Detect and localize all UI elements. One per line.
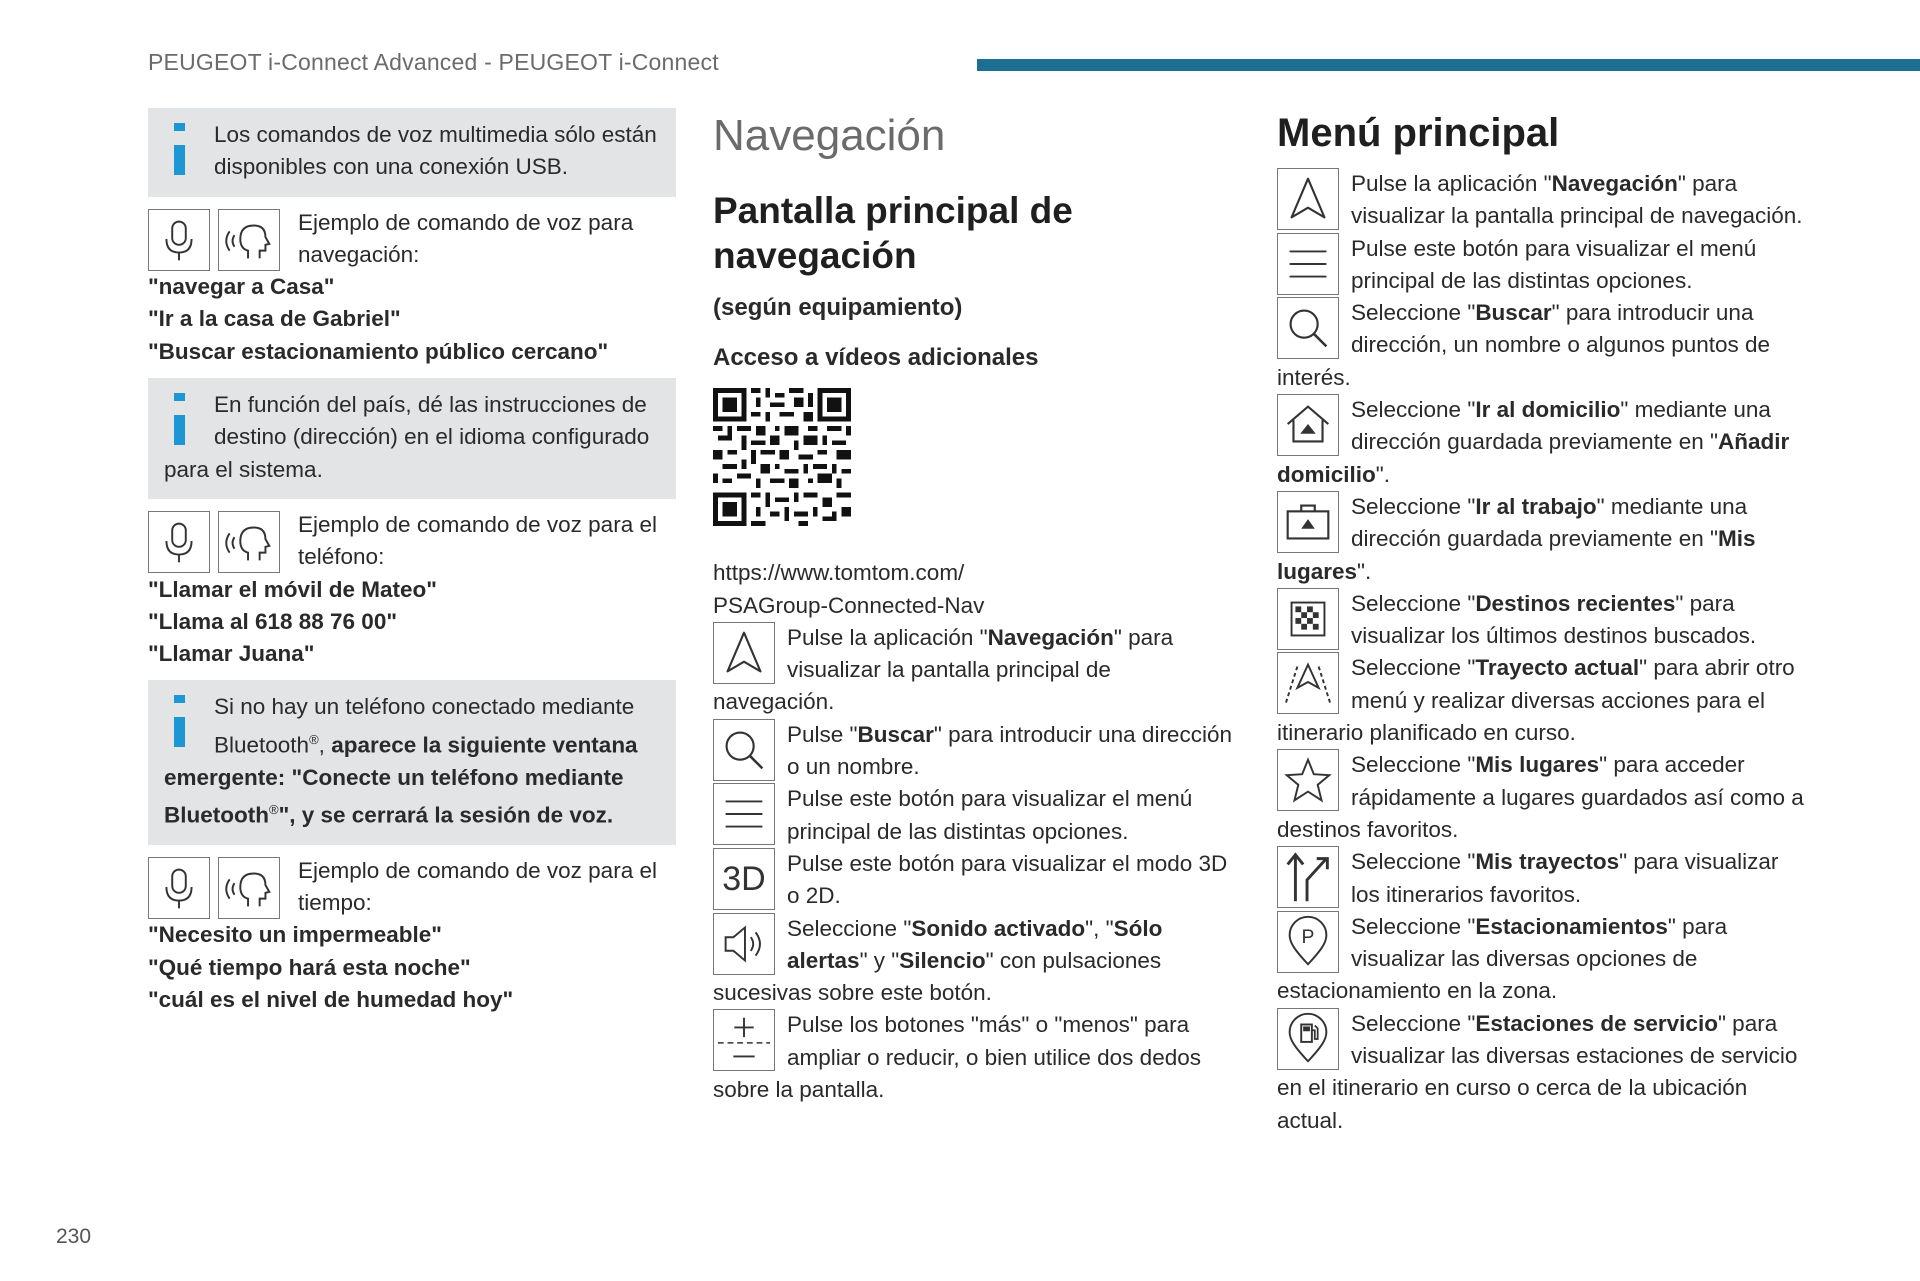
recent-destinations-icon <box>1277 588 1339 650</box>
voice-command: "Llama al 618 88 76 00" <box>148 608 398 634</box>
voice-command: "cuál es el nivel de humedad hoy" <box>148 986 514 1012</box>
menu-item-my-places: Seleccione "Mis lugares" para acceder rápidamente a lugares guardados así como a destinos favoritos. <box>1277 749 1807 846</box>
qr-code-image[interactable] <box>713 388 851 526</box>
page-number: 230 <box>56 1225 92 1248</box>
section-title: Navegación <box>713 111 946 160</box>
info-icon <box>164 695 194 755</box>
info-text: Los comandos de voz multimedia sólo están disponibles con una conexión USB. <box>214 122 657 180</box>
voice-example-intro: Ejemplo de comando de voz para el teléfono: <box>298 511 657 570</box>
page-header-title: PEUGEOT i-Connect Advanced - PEUGEOT i-Connect <box>148 49 719 75</box>
voice-command: "Ir a la casa de Gabriel" <box>148 306 401 332</box>
subheading-videos: Acceso a vídeos adicionales <box>713 344 1039 371</box>
3d-icon: 3D <box>713 848 775 910</box>
menu-icon <box>1277 233 1339 295</box>
column-main-menu <box>1277 108 1807 1137</box>
section-heading: Pantalla principal de navegación <box>713 190 1073 276</box>
fuel-station-icon <box>1277 1008 1339 1070</box>
info-icon <box>164 123 194 183</box>
info-icon <box>164 393 194 453</box>
header-accent-bar <box>977 59 1920 71</box>
voice-example-weather <box>148 855 676 920</box>
voice-example-navigation <box>148 207 676 272</box>
search-icon <box>713 719 775 781</box>
nav-item-search: Pulse "Buscar" para introducir una dirección o un nombre. <box>713 719 1238 784</box>
subheading-equipment: (según equipamiento) <box>713 294 963 321</box>
voice-example-intro: Ejemplo de comando de voz para el tiempo: <box>298 857 657 915</box>
speaker-icon <box>713 913 775 975</box>
nav-item-navigation-app: Pulse la aplicación "Navegación" para visualizar la pantalla principal de navegación. <box>713 622 1238 719</box>
parking-icon <box>1277 911 1339 973</box>
menu-item-menu: Pulse este botón para visualizar el menú principal de las distintas opciones. <box>1277 233 1807 298</box>
menu-item-navigation: Pulse la aplicación "Navegación" para visualizar la pantalla principal de navegación. <box>1277 168 1807 233</box>
voice-command: "Llamar el móvil de Mateo" <box>148 576 437 602</box>
voice-head-icon <box>218 857 280 919</box>
column-voice-commands <box>148 108 676 1016</box>
voice-head-icon <box>218 511 280 573</box>
voice-command: "Necesito un impermeable" <box>148 922 442 948</box>
nav-item-sound: Seleccione "Sonido activado", "Sólo alertas" y "Silencio" con pulsaciones sucesivas sobre este botón. <box>713 913 1238 1010</box>
nav-item-menu: Pulse este botón para visualizar el menú principal de las distintas opciones. <box>713 783 1238 848</box>
voice-example-phone <box>148 509 676 574</box>
info-box-bluetooth <box>148 680 676 844</box>
home-icon <box>1277 394 1339 456</box>
voice-command: "Buscar estacionamiento público cercano" <box>148 338 609 364</box>
voice-example-intro: Ejemplo de comando de voz para navegación: <box>298 209 634 267</box>
microphone-icon <box>148 857 210 919</box>
menu-icon <box>713 783 775 845</box>
work-icon <box>1277 491 1339 553</box>
current-route-icon <box>1277 652 1339 714</box>
star-icon <box>1277 749 1339 811</box>
menu-item-parking: P Seleccione "Estacionamientos" para visualizar las diversas opciones de estacionamiento en la zona. <box>1277 911 1807 1008</box>
section-heading: Menú principal <box>1277 111 1560 155</box>
tomtom-url[interactable]: https://www.tomtom.com/ <box>713 560 965 586</box>
menu-item-home: Seleccione "Ir al domicilio" mediante una dirección guardada previamente en "Añadir domicilio". <box>1277 394 1807 491</box>
voice-command: "Llamar Juana" <box>148 641 315 667</box>
voice-command: "navegar a Casa" <box>148 274 335 300</box>
info-box-usb <box>148 108 676 197</box>
info-text: Si no hay un teléfono conectado mediante Bluetooth®, aparece la siguiente ventana emergente: "Conecte un teléfono mediante Bluetooth®", y se cerrará la sesión de voz. <box>164 694 638 828</box>
info-box-language <box>148 378 676 499</box>
menu-item-search: Seleccione "Buscar" para introducir una dirección, un nombre o algunos puntos de interés. <box>1277 297 1807 394</box>
my-routes-icon <box>1277 846 1339 908</box>
menu-item-current-route: Seleccione "Trayecto actual" para abrir otro menú y realizar diversas acciones para el itinerario planificado en curso. <box>1277 652 1807 749</box>
info-text: En función del país, dé las instrucciones de destino (dirección) en el idioma configurado para el sistema. <box>164 392 650 482</box>
voice-head-icon <box>218 209 280 271</box>
tomtom-url-path[interactable]: PSAGroup-Connected-Nav <box>713 592 985 618</box>
navigation-arrow-icon <box>1277 168 1339 230</box>
nav-item-3d-mode: 3D Pulse este botón para visualizar el modo 3D o 2D. <box>713 848 1238 913</box>
voice-command: "Qué tiempo hará esta noche" <box>148 954 471 980</box>
nav-item-zoom: Pulse los botones "más" o "menos" para ampliar o reducir, o bien utilice dos dedos sobre la pantalla. <box>713 1009 1238 1106</box>
menu-item-work: Seleccione "Ir al trabajo" mediante una dirección guardada previamente en "Mis lugares". <box>1277 491 1807 588</box>
microphone-icon <box>148 209 210 271</box>
menu-item-fuel-stations: Seleccione "Estaciones de servicio" para visualizar las diversas estaciones de servicio en el itinerario en curso o cerca de la ubicación actual. <box>1277 1008 1807 1137</box>
svg-text:P: P <box>1301 925 1315 948</box>
menu-item-my-routes: Seleccione "Mis trayectos" para visualizar los itinerarios favoritos. <box>1277 846 1807 911</box>
navigation-arrow-icon <box>713 622 775 684</box>
menu-item-recent-destinations: Seleccione "Destinos recientes" para visualizar los últimos destinos buscados. <box>1277 588 1807 653</box>
column-navigation <box>713 108 1238 1106</box>
zoom-plus-minus-icon <box>713 1009 775 1071</box>
microphone-icon <box>148 511 210 573</box>
search-icon <box>1277 297 1339 359</box>
